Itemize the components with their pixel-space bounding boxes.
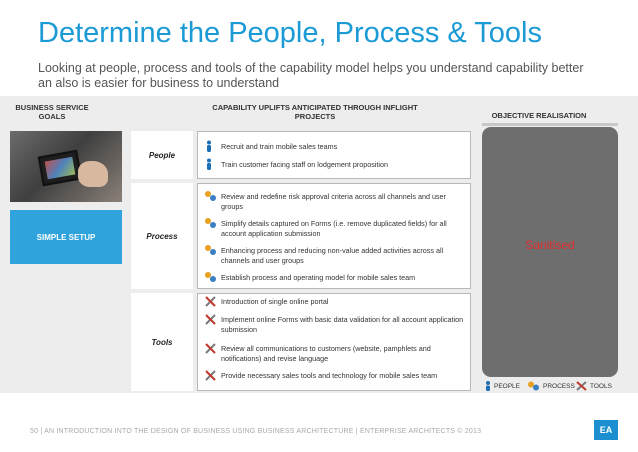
process-item-text: Establish process and operating model for mobile sales team — [221, 273, 416, 282]
people-item — [221, 142, 469, 152]
footer-text: 50 | AN INTRODUCTION INTO THE DESIGN OF BUSINESS USING BUSINESS ARCHITECTURE | ENTERPRISE ARCHITECTS © 2013 — [30, 428, 482, 435]
process-gears-icon — [204, 244, 218, 256]
legend-process — [527, 381, 575, 391]
process-item-text: Enhancing process and reducing non-value added activities across all channels and user groups — [221, 246, 444, 265]
process-gears-icon — [527, 381, 541, 391]
process-gears-icon — [204, 190, 218, 202]
row-people — [197, 131, 471, 179]
goal-simple-setup: SIMPLE SETUP — [10, 210, 122, 264]
row-process — [197, 183, 471, 289]
tools-icon — [204, 295, 218, 307]
tools-item-text: Introduction of single online portal — [221, 297, 329, 306]
process-item — [221, 219, 469, 238]
people-item-text: Recruit and train mobile sales teams — [221, 142, 338, 151]
row-label-people: People — [131, 131, 193, 179]
process-item — [221, 246, 469, 265]
process-item — [221, 273, 469, 283]
objective-header-rule — [482, 123, 618, 126]
legend-tools-label: TOOLS — [590, 382, 612, 390]
process-gears-icon — [204, 217, 218, 229]
hand-image — [78, 161, 108, 187]
tools-item — [221, 371, 469, 381]
row-tools — [197, 293, 471, 391]
tools-item — [221, 297, 469, 307]
header-objective: OBJECTIVE REALISATION — [491, 111, 587, 120]
people-item — [221, 160, 469, 170]
objective-text: Sanitised — [525, 238, 575, 252]
ea-logo: EA — [594, 420, 618, 440]
tools-icon — [204, 342, 218, 354]
person-icon — [204, 158, 218, 170]
process-item — [221, 192, 469, 211]
tablet-photo — [10, 131, 122, 202]
tools-item-text: Implement online Forms with basic data validation for all account application submission — [221, 315, 464, 334]
tools-icon — [204, 313, 218, 325]
process-gears-icon — [204, 271, 218, 283]
person-icon — [484, 381, 492, 391]
tablet-image — [38, 150, 83, 186]
process-item-text: Review and redefine risk approval criteria across all channels and user groups — [221, 192, 446, 211]
row-label-process: Process — [131, 183, 193, 289]
legend-process-label: PROCESS — [543, 382, 575, 390]
legend-people — [484, 381, 520, 391]
slide-title: Determine the People, Process & Tools — [38, 17, 543, 49]
header-capability: CAPABILITY UPLIFTS ANTICIPATED THROUGH INFLIGHT PROJECTS — [212, 103, 418, 121]
people-item-text: Train customer facing staff on lodgement proposition — [221, 160, 388, 169]
slide-subtitle: Looking at people, process and tools of the capability model helps you understand capability better an also is easier for business to understand — [38, 61, 584, 90]
legend-tools — [576, 381, 612, 391]
header-goals: BUSINESS SERVICE GOALS — [15, 103, 89, 121]
tools-icon — [204, 369, 218, 381]
tools-item-text: Review all communications to customers (website, pamphlets and notifications) and revise language — [221, 344, 431, 363]
person-icon — [204, 140, 218, 152]
legend-people-label: PEOPLE — [494, 382, 521, 390]
tools-item-text: Provide necessary sales tools and technology for mobile sales team — [221, 371, 438, 380]
row-label-tools: Tools — [131, 293, 193, 391]
tools-item — [221, 344, 469, 363]
tools-icon — [576, 381, 588, 391]
tools-item — [221, 315, 469, 334]
process-item-text: Simplify details captured on Forms (i.e. remove duplicated fields) for all account application submission — [221, 219, 447, 238]
objective-panel — [482, 127, 618, 377]
